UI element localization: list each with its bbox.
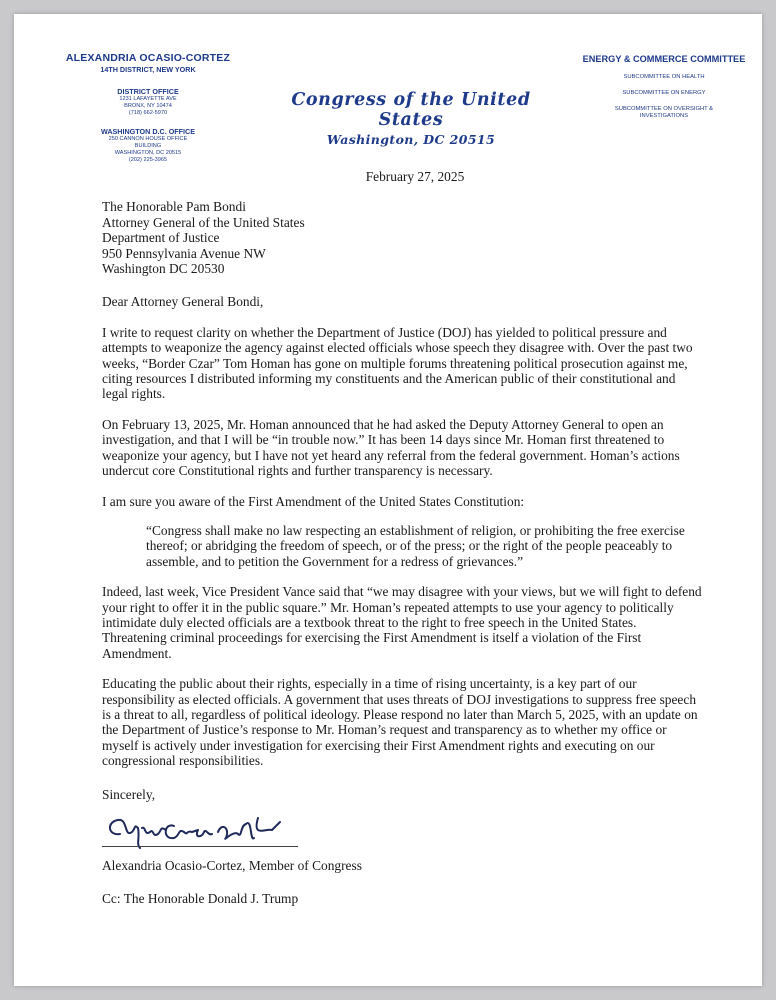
district-office <box>58 87 238 117</box>
letter-page <box>14 14 762 986</box>
body-paragraph: Indeed, last week, Vice President Vance said that “we may disagree with your views, but we will fight to defend your right to offer it in the public square.” Mr. Homan’s repeated attempts to use your agency to politically intimidate duly elected officials are a textbook threat to the right to free speech in the United States. Threatening criminal proceedings for exercising the First Amendment is itself a violation of the First Amendment. <box>102 584 702 661</box>
recipient-address <box>102 199 702 276</box>
member-name: ALEXANDRIA OCASIO-CORTEZ <box>65 52 231 64</box>
signature <box>102 808 702 856</box>
letter-body <box>102 169 702 907</box>
body-paragraph: I write to request clarity on whether the Department of Justice (DOJ) has yielded to political pressure and attempts to weaponize the agency against elected officials whose speech they disagree with. Over the past two weeks, “Border Czar” Tom Homan has gone on multiple forums threatening political prosecution against me, citing resources I distributed informing my constituents and the American public of their constitutional and legal rights. <box>102 324 693 402</box>
recipient-line: The Honorable Pam Bondi <box>102 199 246 215</box>
member-district: 14TH DISTRICT, NEW YORK <box>100 65 196 74</box>
dc-office <box>58 127 238 164</box>
committee-block <box>574 54 754 120</box>
letterhead-member-block <box>58 52 238 164</box>
dc-office-line: 250 CANNON HOUSE OFFICE <box>108 136 188 142</box>
committee-name: ENERGY & COMMERCE COMMITTEE <box>582 54 746 64</box>
body-paragraph: On February 13, 2025, Mr. Homan announced that he had asked the Deputy Attorney General to open an investigation, and that I will be “in trouble now.” It has been 14 days since Mr. Homan first threatened to weaponize your agency, but I have not yet heard any referral from the federal government. Homan’s actions undercut core Constitutional rights and further transparency is necessary. <box>102 416 680 479</box>
recipient-line: Department of Justice <box>102 230 220 246</box>
dc-office-title: WASHINGTON D.C. OFFICE <box>100 127 196 136</box>
dc-office-line: BUILDING <box>134 143 162 149</box>
recipient-line: Washington DC 20530 <box>102 261 225 277</box>
dc-office-line: (202) 225-3965 <box>128 157 168 163</box>
signer-name: Alexandria Ocasio-Cortez, Member of Congress <box>102 858 362 873</box>
district-office-line: BRONX, NY 10474 <box>124 103 172 109</box>
recipient-line: Attorney General of the United States <box>102 214 305 230</box>
salutation: Dear Attorney General Bondi, <box>102 294 264 310</box>
subcommittee-item: SUBCOMMITTEE ON ENERGY <box>622 90 706 96</box>
dc-office-line: WASHINGTON, DC 20515 <box>114 150 182 156</box>
district-office-title: DISTRICT OFFICE <box>117 87 179 96</box>
recipient-line: 950 Pennsylvania Avenue NW <box>102 245 266 261</box>
body-paragraph: I am sure you aware of the First Amendment of the United States Constitution: <box>102 493 525 509</box>
subcommittee-item: SUBCOMMITTEE ON OVERSIGHT & <box>614 106 714 112</box>
district-office-line: 1231 LAFAYETTE AVE <box>119 96 177 102</box>
subcommittee-item: INVESTIGATIONS <box>639 113 689 119</box>
closing: Sincerely, <box>102 786 156 802</box>
signature-line <box>102 846 298 847</box>
subcommittee-item: SUBCOMMITTEE ON HEALTH <box>623 74 705 80</box>
body-paragraph: Educating the public about their rights, especially in a time of rising uncertainty, is a key part of our responsibility as elected officials. A government that uses threats of DOJ investigations to suppress free speech is a threat to all, regardless of political ideology. Please respond no later than March 5, 2025, with an update on the Department of Justice’s response to Mr. Homan’s request and transparency as to whether my office or myself is actively under investigation for exercising their First Amendment rights and executing on our congressional responsibilities. <box>102 676 698 769</box>
congress-masthead <box>261 90 561 147</box>
district-office-line: (718) 662-5970 <box>128 110 168 116</box>
congress-city: Washington, DC 20515 <box>326 132 496 147</box>
congress-title: Congress of the United States <box>291 90 531 130</box>
first-amendment-quote: “Congress shall make no law respecting an establishment of religion, or prohibiting the free exercise thereof; or abridging the freedom of speech, or of the press; or the right of the people peaceably to assemble, and to petition the Government for a redress of grievances.” <box>146 522 685 569</box>
carbon-copy: Cc: The Honorable Donald J. Trump <box>102 891 299 907</box>
letter-date: February 27, 2025 <box>365 169 465 184</box>
